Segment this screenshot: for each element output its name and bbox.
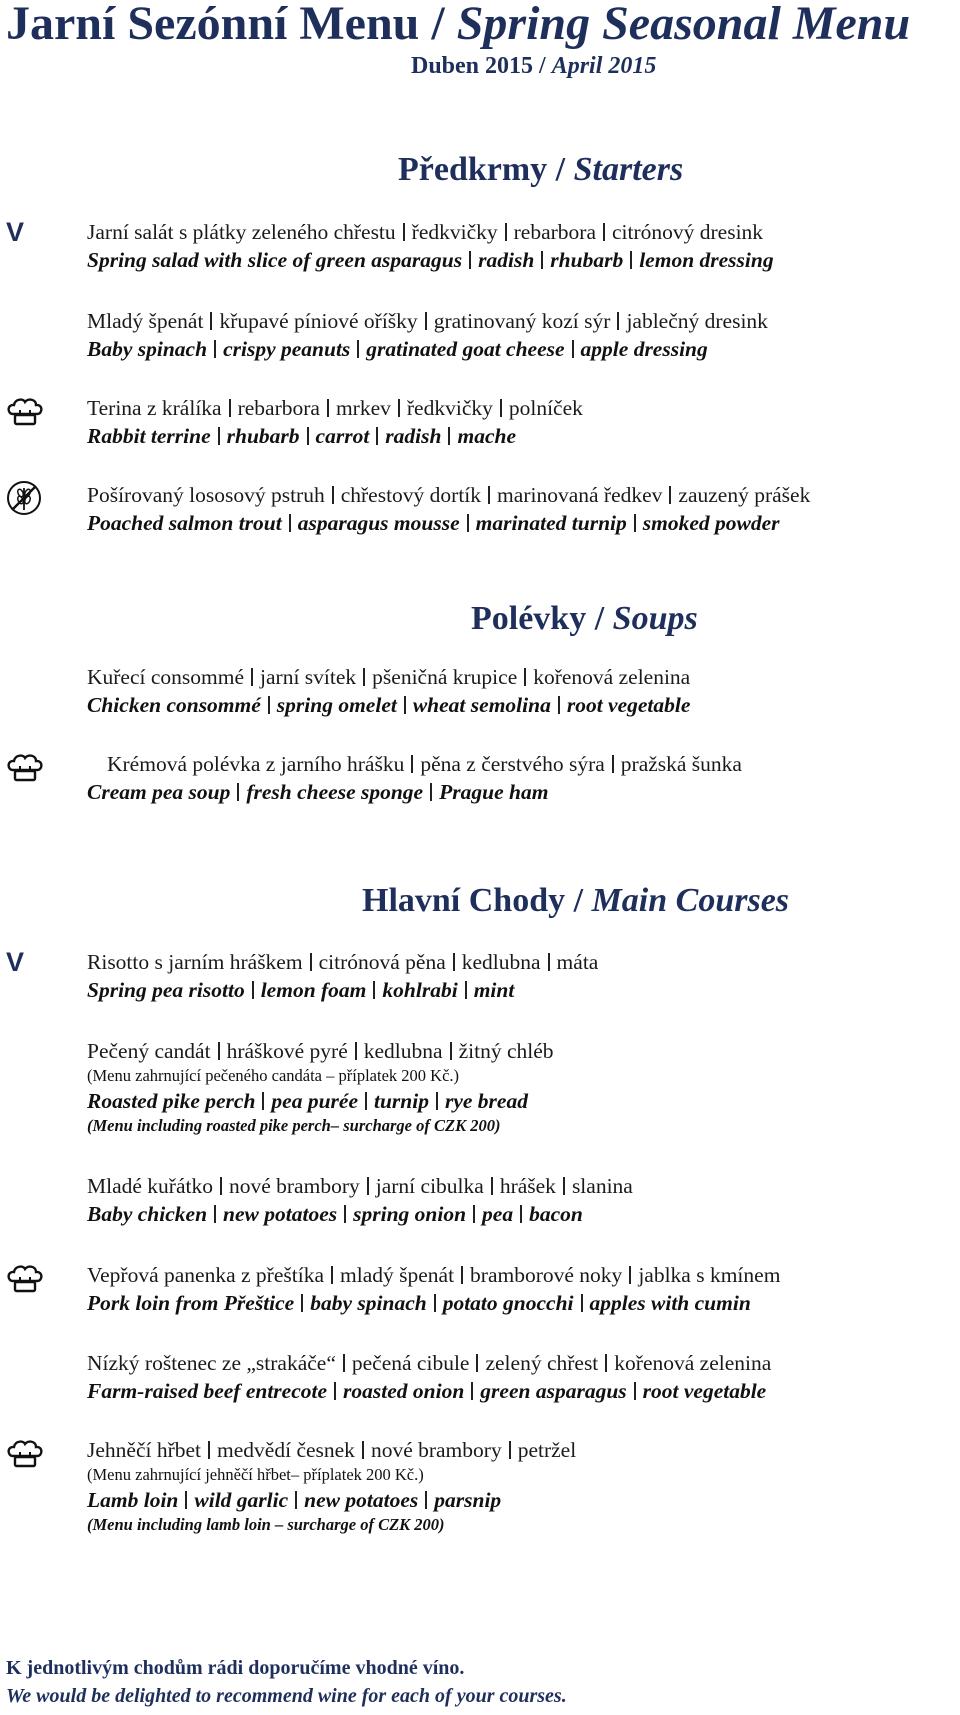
dish-component: Poached salmon trout <box>87 511 282 535</box>
dish-component: lemon foam <box>260 978 367 1002</box>
separator-bar <box>476 1354 478 1372</box>
dish-component: Risotto s jarním hráškem <box>87 950 303 974</box>
dish-component: Baby spinach <box>87 337 208 361</box>
dish-component: mache <box>457 424 516 448</box>
dish-component: spring onion <box>353 1202 467 1226</box>
separator-bar <box>448 427 450 445</box>
separator-bar <box>344 1205 346 1223</box>
dish-component: křupavé píniové oříšky <box>219 309 418 333</box>
dish-description-cz <box>87 307 768 335</box>
separator-bar <box>289 514 291 532</box>
dish-description-cz <box>87 948 598 976</box>
separator-bar <box>572 340 574 358</box>
dish-component: Pork loin from Přeštice <box>87 1291 295 1315</box>
separator-bar <box>581 1294 583 1312</box>
separator-bar <box>630 251 632 269</box>
dish-component: Pečený candát <box>87 1039 211 1063</box>
separator-bar <box>473 1205 475 1223</box>
dish-component: medvědí česnek <box>217 1438 355 1462</box>
subtitle-en: April 2015 <box>551 53 657 79</box>
separator-bar <box>617 312 619 330</box>
section-title-en: Starters <box>573 151 684 188</box>
separator-bar <box>453 953 455 971</box>
separator-bar <box>520 1205 522 1223</box>
separator-bar <box>548 953 550 971</box>
separator-bar <box>185 1491 187 1509</box>
separator-bar <box>376 427 378 445</box>
menu-item <box>87 394 583 450</box>
dish-component: Cream pea soup <box>87 780 231 804</box>
dish-component: gratinovaný kozí sýr <box>433 309 611 333</box>
menu-item <box>87 1349 771 1405</box>
dish-component: citrónová pěna <box>318 950 446 974</box>
menu-item <box>87 307 768 363</box>
separator-bar <box>404 696 406 714</box>
separator-bar <box>214 1205 216 1223</box>
dish-component: zauzený prášek <box>678 483 811 507</box>
surcharge-note-en: (Menu including lamb loin – surcharge of CZK 200) <box>87 1515 445 1534</box>
dish-component: parsnip <box>434 1488 502 1512</box>
separator-bar <box>634 1382 636 1400</box>
dish-component: baby spinach <box>310 1291 427 1315</box>
dish-description-cz <box>87 663 690 691</box>
dish-component: bramborové noky <box>470 1263 623 1287</box>
dish-component: zelený chřest <box>485 1351 599 1375</box>
menu-item <box>87 1172 633 1228</box>
separator-bar <box>505 223 507 241</box>
dish-component: Kuřecí consommé <box>87 665 245 689</box>
dish-component: pražská šunka <box>620 752 742 776</box>
dish-component: hrášek <box>499 1174 556 1198</box>
dish-component: potato gnocchi <box>442 1291 574 1315</box>
dish-component: pea <box>482 1202 514 1226</box>
separator-bar <box>469 251 471 269</box>
dish-component: radish <box>385 424 442 448</box>
separator-bar <box>491 1177 493 1195</box>
separator-bar <box>210 312 212 330</box>
separator-bar <box>403 223 405 241</box>
dish-component: Mladé kuřátko <box>87 1174 213 1198</box>
dish-component: apple dressing <box>580 337 708 361</box>
separator-bar <box>605 1354 607 1372</box>
separator-bar <box>355 1042 357 1060</box>
dish-component: smoked powder <box>642 511 780 535</box>
separator-bar <box>362 1441 364 1459</box>
dish-component: gratinated goat cheese <box>366 337 565 361</box>
dish-description-cz <box>87 750 742 778</box>
separator-bar <box>373 981 375 999</box>
separator-bar <box>229 399 231 417</box>
dish-description-cz <box>87 1436 576 1464</box>
separator-bar <box>301 1294 303 1312</box>
dish-description-en <box>87 1087 554 1115</box>
dish-component: hráškové pyré <box>226 1039 348 1063</box>
footer-wine-note-cz: K jednotlivým chodům rádi doporučíme vhodné víno. <box>6 1657 465 1679</box>
footer-wine-note-en: We would be delighted to recommend wine for each of your courses. <box>6 1685 567 1707</box>
dish-component: root vegetable <box>642 1379 767 1403</box>
dish-description-en <box>87 1486 576 1514</box>
dish-component: fresh cheese sponge <box>246 780 424 804</box>
dish-description-en <box>87 1377 771 1405</box>
dish-description-en <box>87 1200 633 1228</box>
separator-bar <box>307 427 309 445</box>
separator-bar <box>295 1491 297 1509</box>
dish-component: radish <box>478 248 535 272</box>
separator-bar <box>220 1177 222 1195</box>
section-title-mains <box>362 881 789 921</box>
dish-component: chřestový dortík <box>340 483 482 507</box>
dish-component: jablka s kmínem <box>638 1263 781 1287</box>
separator-bar <box>629 1266 631 1284</box>
dish-component: mrkev <box>335 396 391 420</box>
dish-description-en <box>87 1289 780 1317</box>
dish-component: root vegetable <box>566 693 691 717</box>
separator-bar <box>332 486 334 504</box>
dish-component: wheat semolina <box>412 693 551 717</box>
dish-component: lemon dressing <box>639 248 774 272</box>
dish-component: Jarní salát s plátky zeleného chřestu <box>87 220 396 244</box>
dish-component: Krémová polévka z jarního hrášku <box>107 752 405 776</box>
vegetarian-marker: V <box>6 217 25 247</box>
dish-component: rhubarb <box>226 424 300 448</box>
dish-component: kedlubna <box>363 1039 443 1063</box>
dish-component: kohlrabi <box>382 978 458 1002</box>
section-title-en: Soups <box>612 600 698 637</box>
section-title-en: Main Courses <box>591 882 790 919</box>
dish-component: Mladý špenát <box>87 309 204 333</box>
dish-component: Roasted pike perch <box>87 1089 256 1113</box>
separator-bar <box>331 1266 333 1284</box>
dish-component: Rabbit terrine <box>87 424 211 448</box>
dish-component: Nízký roštenec ze „strakáče“ <box>87 1351 336 1375</box>
dish-component: bacon <box>529 1202 583 1226</box>
dish-component: Farm-raised beef entrecote <box>87 1379 328 1403</box>
separator-bar <box>363 668 365 686</box>
separator-bar <box>367 1177 369 1195</box>
separator-bar <box>563 1177 565 1195</box>
separator-bar <box>425 312 427 330</box>
dish-component: polníček <box>508 396 583 420</box>
separator-bar <box>434 1294 436 1312</box>
dish-component: jarní cibulka <box>375 1174 484 1198</box>
dish-description-en <box>87 691 690 719</box>
separator-bar <box>425 1491 427 1509</box>
dish-description-cz <box>87 394 583 422</box>
chef-hat-icon <box>6 754 44 789</box>
dish-component: pšeničná krupice <box>372 665 518 689</box>
dish-description-en <box>87 335 768 363</box>
dish-component: roasted onion <box>343 1379 465 1403</box>
dish-description-en <box>87 422 583 450</box>
menu-item <box>87 1037 554 1137</box>
separator-bar <box>471 1382 473 1400</box>
dish-component: crispy peanuts <box>223 337 351 361</box>
menu-item <box>87 218 774 274</box>
dish-component: new potatoes <box>304 1488 419 1512</box>
dish-component: citrónový dresink <box>611 220 764 244</box>
separator-bar <box>411 755 413 773</box>
dish-component: Jehněčí hřbet <box>87 1438 202 1462</box>
separator-bar <box>218 1042 220 1060</box>
separator-bar <box>488 486 490 504</box>
separator-bar <box>237 783 239 801</box>
dish-component: Terina z králíka <box>87 396 222 420</box>
dish-component: marinovaná ředkev <box>497 483 663 507</box>
surcharge-note-cz: (Menu zahrnující pečeného candáta – příplatek 200 Kč.) <box>87 1066 460 1085</box>
title-cz: Jarní Sezónní Menu / <box>6 0 457 50</box>
dish-description-cz <box>87 1172 633 1200</box>
dish-component: asparagus mousse <box>297 511 460 535</box>
page-subtitle <box>411 52 656 80</box>
separator-bar <box>398 399 400 417</box>
surcharge-note-cz: (Menu zahrnující jehněčí hřbet– příplatek 200 Kč.) <box>87 1465 424 1484</box>
dish-component: marinated turnip <box>475 511 627 535</box>
dish-component: pěna z čerstvého sýra <box>420 752 605 776</box>
dish-component: turnip <box>373 1089 429 1113</box>
dish-component: apples with cumin <box>589 1291 751 1315</box>
dish-component: rhubarb <box>550 248 624 272</box>
dish-component: kořenová zelenina <box>533 665 691 689</box>
dish-component: Lamb loin <box>87 1488 179 1512</box>
separator-bar <box>669 486 671 504</box>
separator-bar <box>500 399 502 417</box>
dish-component: green asparagus <box>480 1379 627 1403</box>
dish-component: rebarbora <box>513 220 596 244</box>
dish-component: pea purée <box>271 1089 358 1113</box>
dish-component: new potatoes <box>223 1202 338 1226</box>
dish-component: jarní svítek <box>260 665 357 689</box>
separator-bar <box>251 668 253 686</box>
dish-component: nové brambory <box>228 1174 360 1198</box>
vegetarian-marker: V <box>6 947 25 977</box>
dish-component: žitný chléb <box>458 1039 554 1063</box>
menu-item <box>87 1436 576 1536</box>
dish-component: ředkvičky <box>411 220 498 244</box>
separator-bar <box>558 696 560 714</box>
section-title-cz: Polévky / <box>471 600 613 637</box>
menu-item <box>87 948 598 1004</box>
dish-component: Prague ham <box>439 780 549 804</box>
menu-item <box>87 663 690 719</box>
separator-bar <box>334 1382 336 1400</box>
separator-bar <box>343 1354 345 1372</box>
page-title <box>6 0 910 48</box>
dish-component: spring omelet <box>276 693 397 717</box>
separator-bar <box>509 1441 511 1459</box>
dish-component: nové brambory <box>370 1438 502 1462</box>
section-title-cz: Hlavní Chody / <box>362 882 592 919</box>
separator-bar <box>310 953 312 971</box>
dish-description-en <box>87 778 742 806</box>
separator-bar <box>214 340 216 358</box>
separator-bar <box>541 251 543 269</box>
separator-bar <box>252 981 254 999</box>
section-title-starters <box>398 150 683 190</box>
section-title-cz: Předkrmy / <box>398 151 574 188</box>
menu-item <box>87 481 810 537</box>
separator-bar <box>208 1441 210 1459</box>
dish-component: ředkvičky <box>406 396 493 420</box>
dish-component: petržel <box>517 1438 577 1462</box>
dish-component: pečená cibule <box>351 1351 470 1375</box>
subtitle-cz: Duben 2015 / <box>411 53 552 79</box>
dish-component: Spring salad with slice of green asparagus <box>87 248 463 272</box>
dish-description-en <box>87 976 598 1004</box>
menu-item <box>87 750 742 806</box>
gluten-free-icon <box>6 480 42 521</box>
separator-bar <box>365 1092 367 1110</box>
dish-description-cz <box>87 1261 780 1289</box>
separator-bar <box>436 1092 438 1110</box>
separator-bar <box>461 1266 463 1284</box>
dish-description-cz <box>87 1349 771 1377</box>
dish-component: kořenová zelenina <box>614 1351 772 1375</box>
dish-component: kedlubna <box>461 950 541 974</box>
separator-bar <box>218 427 220 445</box>
separator-bar <box>327 399 329 417</box>
separator-bar <box>357 340 359 358</box>
title-en: Spring Seasonal Menu <box>456 0 911 50</box>
dish-component: Spring pea risotto <box>87 978 245 1002</box>
separator-bar <box>634 514 636 532</box>
dish-component: Vepřová panenka z přeštíka <box>87 1263 324 1287</box>
separator-bar <box>524 668 526 686</box>
dish-component: Baby chicken <box>87 1202 208 1226</box>
surcharge-note-en: (Menu including roasted pike perch– surcharge of CZK 200) <box>87 1116 501 1135</box>
separator-bar <box>430 783 432 801</box>
dish-description-cz <box>87 481 810 509</box>
separator-bar <box>262 1092 264 1110</box>
dish-description-en <box>87 509 810 537</box>
separator-bar <box>612 755 614 773</box>
dish-component: Chicken consommé <box>87 693 261 717</box>
dish-component: wild garlic <box>194 1488 289 1512</box>
dish-component: slanina <box>571 1174 633 1198</box>
dish-description-cz <box>87 218 774 246</box>
separator-bar <box>465 981 467 999</box>
dish-component: rebarbora <box>237 396 320 420</box>
chef-hat-icon <box>6 1440 44 1475</box>
dish-component: mint <box>473 978 515 1002</box>
dish-description-en <box>87 246 774 274</box>
dish-component: rye bread <box>444 1089 528 1113</box>
menu-item <box>87 1261 780 1317</box>
separator-bar <box>450 1042 452 1060</box>
separator-bar <box>268 696 270 714</box>
chef-hat-icon <box>6 398 44 433</box>
dish-component: mladý špenát <box>340 1263 455 1287</box>
dish-component: máta <box>556 950 599 974</box>
section-title-soups <box>471 599 698 639</box>
chef-hat-icon <box>6 1265 44 1300</box>
dish-component: carrot <box>315 424 370 448</box>
separator-bar <box>467 514 469 532</box>
dish-component: Pošírovaný lososový pstruh <box>87 483 325 507</box>
separator-bar <box>603 223 605 241</box>
dish-description-cz <box>87 1037 554 1065</box>
dish-component: jablečný dresink <box>626 309 768 333</box>
